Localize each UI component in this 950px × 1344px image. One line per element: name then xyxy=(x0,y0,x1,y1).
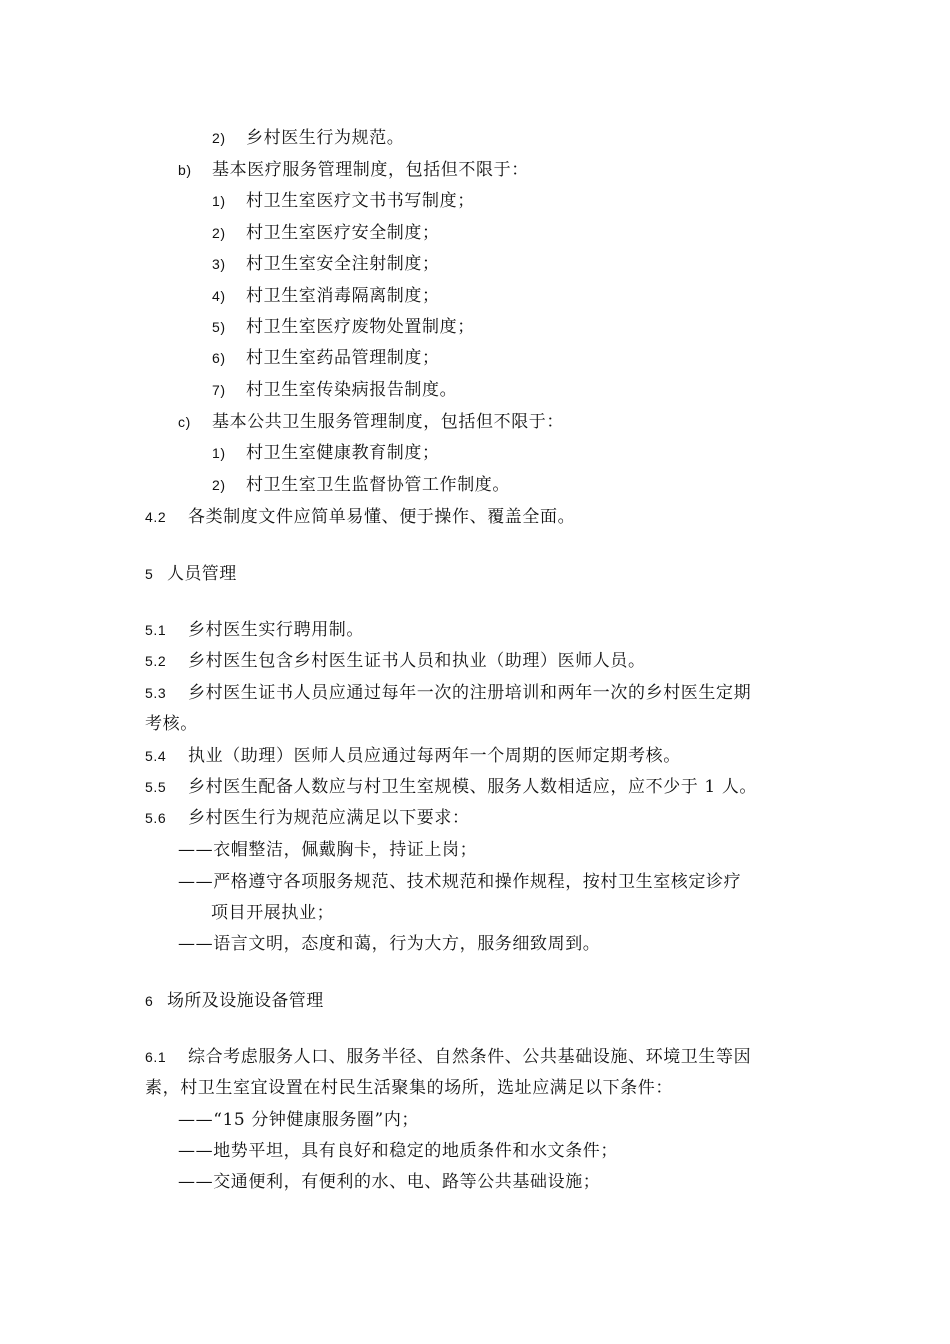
dash-item: ——交通便利，有便利的水、电、路等公共基础设施； xyxy=(178,1172,601,1192)
list-item xyxy=(212,473,510,497)
list-number: 1) xyxy=(212,445,226,461)
section-heading xyxy=(145,562,237,586)
clause-number: 5.3 xyxy=(145,685,167,701)
clause xyxy=(145,1045,751,1069)
list-number: 7) xyxy=(212,382,226,398)
dash-item: ——地势平坦，具有良好和稳定的地质条件和水文条件； xyxy=(178,1141,618,1161)
clause-number: 5.5 xyxy=(145,779,167,795)
clause-text: 执业（助理）医师人员应通过每两年一个周期的医师定期考核。 xyxy=(188,746,681,766)
list-item xyxy=(212,315,475,339)
list-item xyxy=(212,221,440,245)
clause-text: 乡村医生证书人员应通过每年一次的注册培训和两年一次的乡村医生定期 xyxy=(188,683,752,703)
list-number: 4) xyxy=(212,288,226,304)
clause xyxy=(145,681,751,705)
list-number: 1) xyxy=(212,193,226,209)
clause-number: 5.4 xyxy=(145,748,167,764)
list-item xyxy=(212,284,440,308)
list-number: 3) xyxy=(212,256,226,272)
dash-item: ——严格遵守各项服务规范、技术规范和操作规程，按村卫生室核定诊疗 xyxy=(178,872,742,892)
clause-continuation: 考核。 xyxy=(145,714,198,734)
clause-text: 各类制度文件应简单易懂、便于操作、覆盖全面。 xyxy=(188,507,576,527)
list-text: 村卫生室医疗废物处置制度； xyxy=(246,317,475,337)
clause-number: 5.2 xyxy=(145,653,167,669)
clause-text: 综合考虑服务人口、服务半径、自然条件、公共基础设施、环境卫生等因 xyxy=(188,1047,752,1067)
dash-item: ——衣帽整洁，佩戴胸卡，持证上岗； xyxy=(178,840,478,860)
section-title: 人员管理 xyxy=(167,564,237,584)
clause-number: 5.6 xyxy=(145,810,167,826)
list-text: 基本医疗服务管理制度，包括但不限于： xyxy=(212,160,529,180)
list-item xyxy=(212,189,475,213)
list-number: 2) xyxy=(212,477,226,493)
section-number: 5 xyxy=(145,566,154,582)
clause-text: 乡村医生包含乡村医生证书人员和执业（助理）医师人员。 xyxy=(188,651,646,671)
clause-text: 乡村医生配备人数应与村卫生室规模、服务人数相适应，应不少于 1 人。 xyxy=(188,777,758,797)
clause-number: 4.2 xyxy=(145,509,167,525)
list-number: 2) xyxy=(212,130,226,146)
list-text: 村卫生室消毒隔离制度； xyxy=(246,286,440,306)
list-text: 村卫生室医疗安全制度； xyxy=(246,223,440,243)
dash-item-continuation: 项目开展执业； xyxy=(211,903,335,923)
list-item xyxy=(212,252,440,276)
list-text: 乡村医生行为规范。 xyxy=(246,128,405,148)
clause xyxy=(145,505,575,529)
list-item xyxy=(212,346,440,370)
list-item xyxy=(212,126,404,150)
list-text: 村卫生室传染病报告制度。 xyxy=(246,380,458,400)
clause xyxy=(145,775,757,799)
dash-item: ——语言文明，态度和蔼，行为大方，服务细致周到。 xyxy=(178,934,601,954)
clause-text: 乡村医生实行聘用制。 xyxy=(188,620,364,640)
list-number: 2) xyxy=(212,225,226,241)
list-letter: c) xyxy=(178,414,191,430)
list-letter: b) xyxy=(178,162,192,178)
list-text: 村卫生室药品管理制度； xyxy=(246,348,440,368)
section-heading xyxy=(145,989,324,1013)
list-text: 村卫生室医疗文书书写制度； xyxy=(246,191,475,211)
list-item xyxy=(178,158,529,182)
list-item xyxy=(178,410,564,434)
list-number: 5) xyxy=(212,319,226,335)
list-item xyxy=(212,441,440,465)
section-title: 场所及设施设备管理 xyxy=(167,991,324,1011)
clause xyxy=(145,744,681,768)
section-number: 6 xyxy=(145,993,154,1009)
list-text: 基本公共卫生服务管理制度，包括但不限于： xyxy=(212,412,564,432)
list-number: 6) xyxy=(212,350,226,366)
clause-text: 乡村医生行为规范应满足以下要求： xyxy=(188,808,470,828)
clause xyxy=(145,649,646,673)
list-item xyxy=(212,378,457,402)
list-text: 村卫生室健康教育制度； xyxy=(246,443,440,463)
list-text: 村卫生室安全注射制度； xyxy=(246,254,440,274)
dash-item: ——“15 分钟健康服务圈”内； xyxy=(178,1110,420,1130)
clause xyxy=(145,618,364,642)
clause-continuation: 素，村卫生室宜设置在村民生活聚集的场所，选址应满足以下条件： xyxy=(145,1078,673,1098)
list-text: 村卫生室卫生监督协管工作制度。 xyxy=(246,475,510,495)
clause-number: 6.1 xyxy=(145,1049,167,1065)
clause xyxy=(145,806,470,830)
clause-number: 5.1 xyxy=(145,622,167,638)
